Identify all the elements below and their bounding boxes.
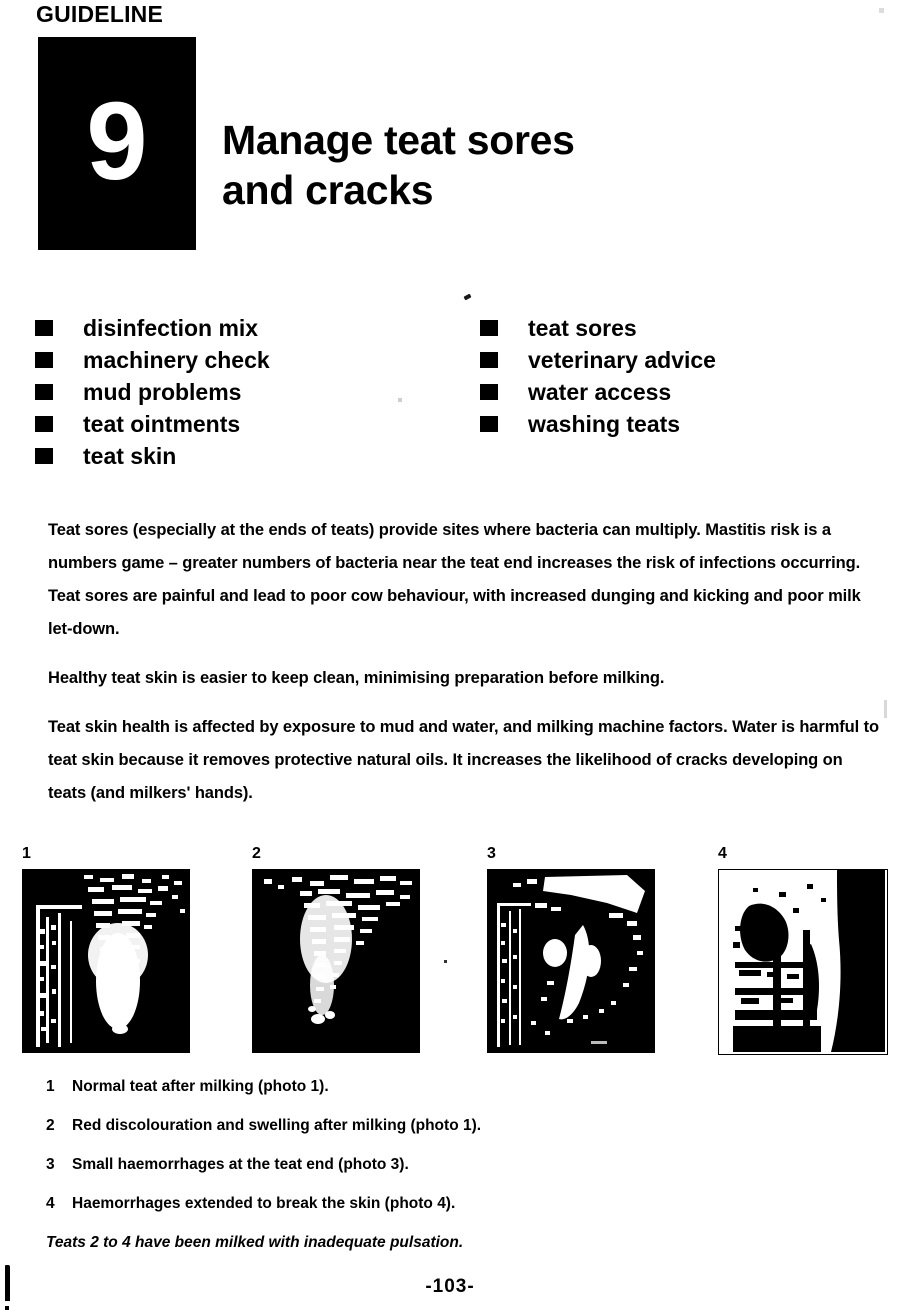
caption-number: 1 (46, 1078, 55, 1095)
scan-speck-icon (398, 398, 402, 402)
figure-caption-list (46, 1077, 866, 1253)
caption-number: 4 (46, 1195, 55, 1212)
scan-speck-icon (884, 700, 887, 718)
square-bullet-icon (35, 352, 53, 368)
scan-speck-icon (879, 8, 884, 13)
caption-text: Small haemorrhages at the teat end (photo 3). (72, 1156, 409, 1173)
teat-photo-image (22, 869, 190, 1053)
caption-text: Haemorrhages extended to break the skin (photo 4). (72, 1195, 456, 1212)
keyword-item (480, 312, 716, 344)
figure-number: 2 (252, 845, 261, 862)
square-bullet-icon (480, 352, 498, 368)
caption-number: 2 (46, 1117, 55, 1134)
scan-edge-artifact (5, 1265, 10, 1301)
square-bullet-icon (35, 416, 53, 432)
figure-number: 3 (487, 845, 496, 862)
square-bullet-icon (35, 384, 53, 400)
page-title (222, 115, 842, 215)
scan-edge-dot (5, 1306, 9, 1310)
keyword-list-left (35, 312, 270, 472)
keyword-label: veterinary advice (528, 347, 716, 373)
caption-item (46, 1077, 866, 1097)
keyword-item (480, 344, 716, 376)
caption-text: Normal teat after milking (photo 1). (72, 1078, 329, 1095)
square-bullet-icon (35, 448, 53, 464)
caption-item (46, 1155, 866, 1175)
teat-photo-image (252, 869, 420, 1053)
body-text (48, 514, 884, 810)
guideline-kicker: GUIDELINE (36, 1, 164, 27)
keyword-list-right (480, 312, 716, 440)
keyword-label: washing teats (528, 411, 681, 437)
keyword-label: mud problems (83, 379, 242, 405)
square-bullet-icon (480, 384, 498, 400)
keyword-item (35, 408, 270, 440)
figure-number: 4 (718, 845, 727, 862)
caption-number: 3 (46, 1156, 55, 1173)
body-paragraph: Teat skin health is affected by exposure to mud and water, and milking machine factors. Water is harmful to teat skin because it removes protective natural oils. It increases the likelihood of cracks developing on teats (and milkers' hands). (48, 718, 879, 802)
teat-photo-image (718, 869, 888, 1055)
guideline-number: 9 (86, 80, 148, 203)
keyword-item (35, 376, 270, 408)
keyword-label: teat sores (528, 315, 637, 341)
caption-text: Red discolouration and swelling after milking (photo 1). (72, 1117, 482, 1134)
caption-item (46, 1116, 866, 1136)
page-title-line-2: and cracks (222, 167, 434, 214)
square-bullet-icon (480, 320, 498, 336)
keyword-item (480, 408, 716, 440)
keyword-item (480, 376, 716, 408)
square-bullet-icon (480, 416, 498, 432)
keyword-label: machinery check (83, 347, 270, 373)
keyword-label: teat skin (83, 443, 177, 469)
caption-note: Teats 2 to 4 have been milked with inadequate pulsation. (46, 1234, 464, 1251)
caption-item (46, 1194, 866, 1214)
keyword-item (35, 312, 270, 344)
keyword-label: water access (528, 379, 672, 405)
square-bullet-icon (35, 320, 53, 336)
figure-number: 1 (22, 845, 31, 862)
keyword-item (35, 344, 270, 376)
keyword-label: teat ointments (83, 411, 241, 437)
guideline-number-box (38, 37, 196, 250)
page-title-line-1: Manage teat sores (222, 117, 575, 164)
body-paragraph: Teat sores (especially at the ends of teats) provide sites where bacteria can multiply. Mastitis risk is a numbers game – greater numbers of bacteria near the teat end increases the risk of infections occurring. Teat sores are painful and lead to poor cow behaviour, with increased dunging and kicking and poor milk let-down. (48, 521, 861, 638)
teat-photo-image (487, 869, 655, 1053)
keyword-item (35, 440, 270, 472)
figure-strip (0, 845, 900, 1060)
keyword-label: disinfection mix (83, 315, 259, 341)
body-paragraph: Healthy teat skin is easier to keep clean, minimising preparation before milking. (48, 669, 665, 687)
scan-speck-icon (463, 294, 471, 301)
scan-speck-icon (444, 960, 447, 963)
page-number: -103- (425, 1276, 475, 1297)
